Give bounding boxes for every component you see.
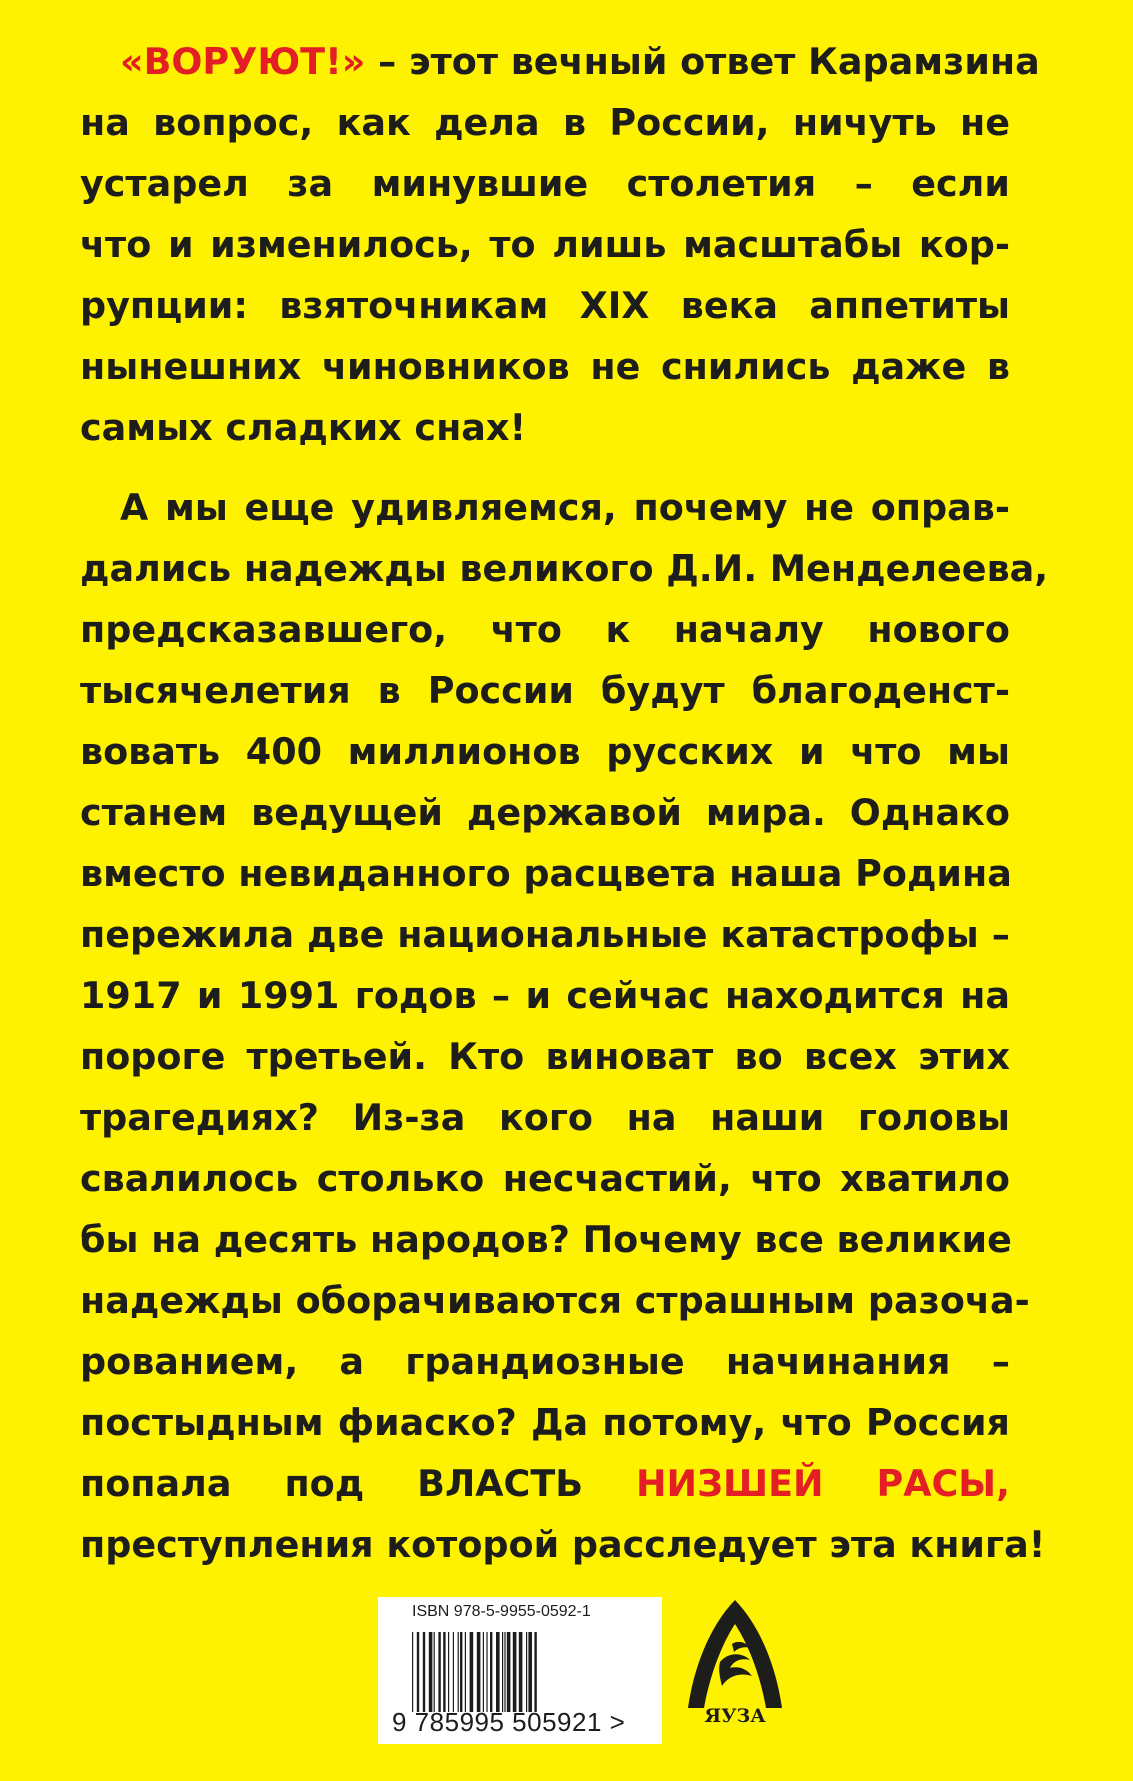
- barcode-bar: [526, 1632, 527, 1712]
- text-line: пережила две национальные катастрофы –: [80, 913, 1010, 956]
- text-line: дались надежды великого Д.И. Менделеева,: [80, 547, 1049, 590]
- lead-phrase: «ВОРУЮТ!»: [120, 40, 366, 83]
- barcode-bar: [448, 1632, 449, 1712]
- paragraph-1: [80, 31, 1040, 458]
- text-line: вместо невиданного расцвета наша Родина: [80, 852, 1012, 895]
- barcode-bar: [486, 1632, 487, 1712]
- text-line: что и изменилось, то лишь масштабы кор-: [80, 223, 1010, 266]
- barcode-bar: [453, 1632, 454, 1712]
- barcode-bar: [534, 1632, 536, 1712]
- text-line: бы на десять народов? Почему все великие: [80, 1218, 1012, 1261]
- text-line: нынешних чиновников не снились даже в: [80, 345, 1010, 388]
- text-line: преступления которой расследует эта книга!: [80, 1523, 1046, 1566]
- barcode-bar: [504, 1632, 505, 1712]
- text-line: самых сладких снах!: [80, 406, 527, 449]
- text-line: тысячелетия в России будут благоденст-: [80, 669, 1010, 712]
- text-line: трагедиях? Из-за кого на наши головы: [80, 1096, 1010, 1139]
- text-line: [80, 1453, 1010, 1514]
- text-line: [80, 31, 1040, 92]
- barcode-bar: [465, 1632, 466, 1712]
- text-line: пороге третьей. Кто виноват во всех этих: [80, 1035, 1010, 1078]
- barcode-bar: [507, 1632, 511, 1712]
- text-line: предсказавшего, что к началу нового: [80, 608, 1010, 651]
- barcode-bar: [429, 1632, 433, 1712]
- isbn-label: ISBN 978-5-9955-0592-1: [412, 1603, 591, 1620]
- highlight-phrase: НИЗШЕЙ РАСЫ,: [635, 1462, 1010, 1505]
- text-line: свалилось столько несчастий, что хватило: [80, 1157, 1010, 1200]
- barcode-bar: [443, 1632, 445, 1712]
- barcode-bar: [412, 1632, 413, 1712]
- barcode-bar: [490, 1632, 492, 1712]
- barcode-bar: [458, 1632, 459, 1712]
- barcode-bar: [513, 1632, 517, 1712]
- text-line: на вопрос, как дела в России, ничуть не: [80, 101, 1010, 144]
- barcode-bar: [528, 1632, 532, 1712]
- barcode-icon: [410, 1632, 635, 1712]
- barcode-bar: [438, 1632, 440, 1712]
- text-line: устарел за минувшие столетия – если: [80, 162, 1010, 205]
- barcode-bar: [519, 1632, 523, 1712]
- barcode-bar: [460, 1632, 462, 1712]
- text-line: вовать 400 миллионов русских и что мы: [80, 730, 1010, 773]
- barcode-bar: [477, 1632, 481, 1712]
- text-line: рупции: взяточникам XIX века аппетиты: [80, 284, 1010, 327]
- text-line: надежды оборачиваются страшным разоча-: [80, 1279, 1030, 1322]
- publisher-name: ЯУЗА: [704, 1705, 766, 1726]
- barcode-bar: [502, 1632, 503, 1712]
- text-line: 1917 и 1991 годов – и сейчас находится на: [80, 974, 1010, 1017]
- barcode-bar: [434, 1632, 435, 1712]
- text-line: постыдным фиаско? Да потому, что Россия: [80, 1401, 1010, 1444]
- barcode-bar: [417, 1632, 419, 1712]
- barcode-box: [378, 1597, 662, 1744]
- barcode-bar: [470, 1632, 474, 1712]
- barcode-bar: [423, 1632, 425, 1712]
- barcode-number: 9 785995 505921 >: [392, 1707, 626, 1737]
- barcode-bar: [496, 1632, 500, 1712]
- text-line-content: – этот вечный ответ Карамзина: [365, 40, 1040, 83]
- barcode-bar: [483, 1632, 484, 1712]
- text-line: А мы еще удивляемся, почему не оправ-: [120, 486, 1010, 529]
- publisher-logo-icon: [680, 1596, 790, 1726]
- text-line-content: попала под ВЛАСТЬ: [80, 1462, 636, 1505]
- paragraph-2: [80, 477, 1049, 1575]
- text-line: рованием, а грандиозные начинания –: [80, 1340, 1010, 1383]
- text-line: станем ведущей державой мира. Однако: [80, 791, 1010, 834]
